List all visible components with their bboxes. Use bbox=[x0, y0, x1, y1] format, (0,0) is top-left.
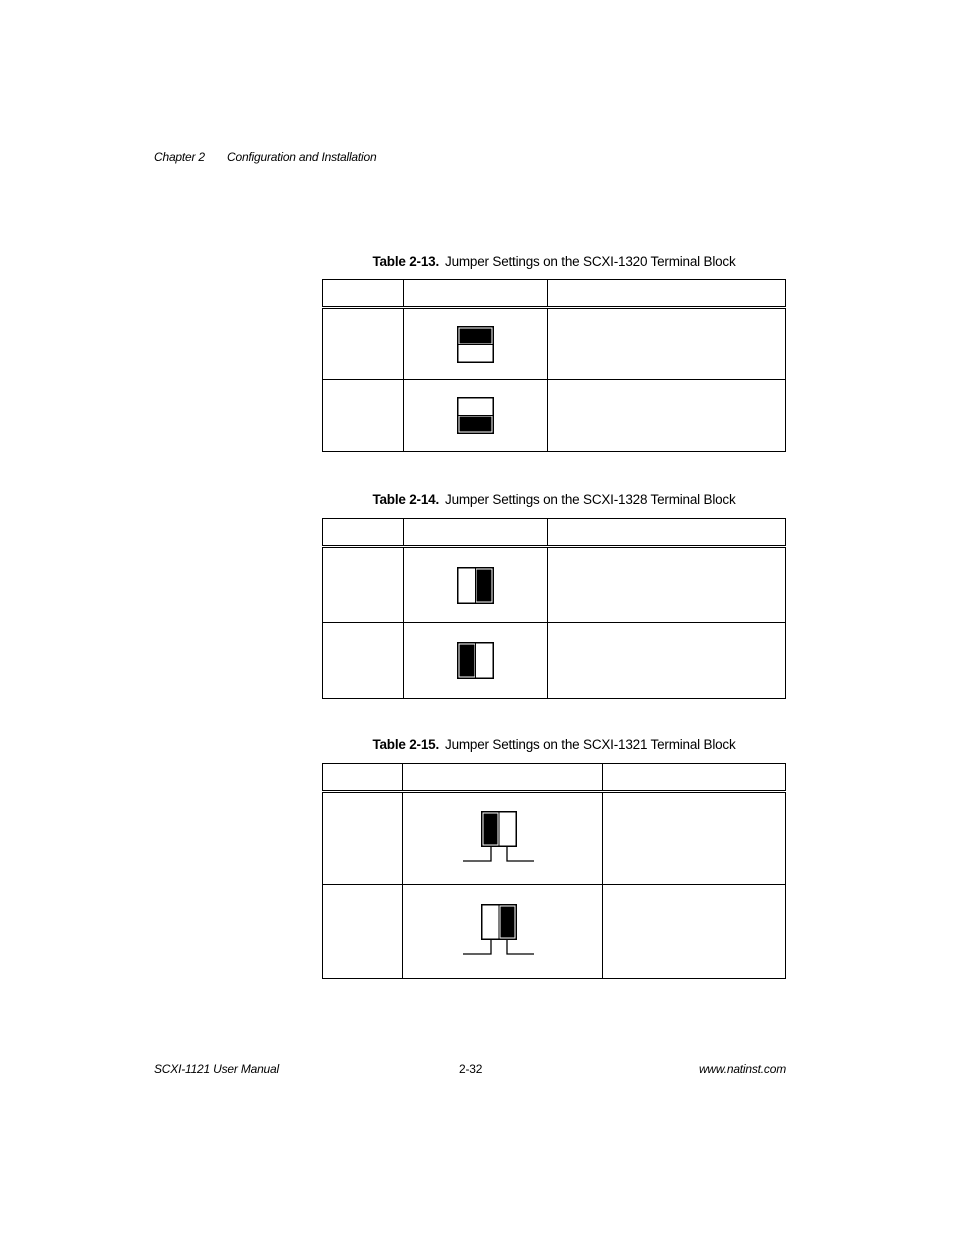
table-caption-2-15 bbox=[322, 737, 786, 752]
jumper-right-position-icon bbox=[457, 567, 494, 604]
jumper-table-scxi-1328 bbox=[322, 518, 786, 699]
header-section: Configuration and Installation bbox=[227, 150, 377, 164]
table-row bbox=[323, 885, 786, 979]
table-label: Table 2-14. bbox=[372, 492, 440, 507]
table-header-row bbox=[323, 280, 786, 308]
table-row bbox=[323, 547, 786, 623]
table-row bbox=[323, 792, 786, 885]
jumper-table-scxi-1320 bbox=[322, 279, 786, 452]
table-label: Table 2-13. bbox=[372, 254, 440, 269]
table-label: Table 2-15. bbox=[372, 737, 440, 752]
jumper-top-position-icon bbox=[457, 326, 494, 363]
table-header-row bbox=[323, 764, 786, 792]
header-chapter: Chapter 2 bbox=[154, 150, 205, 164]
jumper-left-position-icon bbox=[457, 642, 494, 679]
table-caption-2-14 bbox=[322, 492, 786, 507]
footer-website: www.natinst.com bbox=[698, 1062, 786, 1076]
table-title: Jumper Settings on the SCXI-1321 Terminal Block bbox=[445, 737, 736, 752]
jumper-with-leads-left-icon bbox=[463, 811, 543, 867]
footer-manual-title: SCXI-1121 User Manual bbox=[154, 1062, 279, 1076]
table-row bbox=[323, 623, 786, 699]
table-title: Jumper Settings on the SCXI-1328 Terminal Block bbox=[445, 492, 736, 507]
table-caption-2-13 bbox=[322, 254, 786, 269]
footer-page-number: 2-32 bbox=[459, 1062, 483, 1076]
table-title: Jumper Settings on the SCXI-1320 Terminal Block bbox=[445, 254, 736, 269]
jumper-with-leads-right-icon bbox=[463, 904, 543, 960]
table-header-row bbox=[323, 519, 786, 547]
jumper-bottom-position-icon bbox=[457, 397, 494, 434]
table-row bbox=[323, 308, 786, 380]
table-row bbox=[323, 380, 786, 452]
jumper-table-scxi-1321 bbox=[322, 763, 786, 979]
